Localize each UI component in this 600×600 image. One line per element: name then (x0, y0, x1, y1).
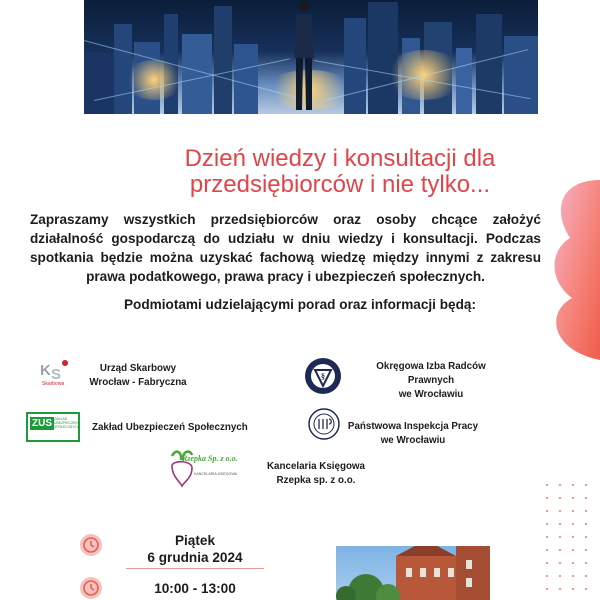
decorative-dot (572, 588, 574, 590)
svg-text:§: § (321, 372, 325, 381)
decorative-dot (572, 497, 574, 499)
decorative-dot (572, 510, 574, 512)
decorative-dot (572, 575, 574, 577)
decorative-dot (585, 575, 587, 577)
building-photo (336, 546, 490, 600)
decorative-dot (585, 588, 587, 590)
organizations-heading: Podmiotami udzielającymi porad oraz informacji będą: (123, 297, 476, 312)
decorative-dot (585, 510, 587, 512)
decorative-dot (559, 523, 561, 525)
event-day: Piątek (174, 533, 216, 548)
decorative-dot (546, 562, 548, 564)
clock-icon (80, 577, 102, 599)
decorative-dot (572, 536, 574, 538)
divider (126, 568, 264, 569)
org-city: we Wrocławiu (398, 389, 464, 400)
decorative-dot (559, 562, 561, 564)
decorative-dot (546, 523, 548, 525)
oirp-logo (304, 357, 342, 395)
zus-logo-text: ZUS (32, 418, 52, 429)
org-urzad-skarbowy (84, 362, 192, 390)
pip-logo (308, 408, 340, 440)
event-title (140, 146, 540, 198)
decorative-dot (546, 510, 548, 512)
businessman-figure (291, 0, 317, 112)
org-pip (346, 420, 480, 448)
decorative-dot (546, 575, 548, 577)
decorative-dot (546, 588, 548, 590)
decorative-dot (585, 523, 587, 525)
decorative-dot (546, 536, 548, 538)
rzepka-logo-text: Rzepka Sp. z o.o. (182, 454, 238, 463)
decorative-dot (559, 497, 561, 499)
decorative-dot (585, 549, 587, 551)
hero-city-image (84, 0, 538, 114)
org-name: Okręgowa Izba Radców Prawnych (376, 361, 486, 386)
org-city: Wrocław - Fabryczna (89, 377, 187, 388)
zus-logo (26, 412, 80, 442)
decorative-dot (559, 536, 561, 538)
rzepka-logo (166, 448, 252, 492)
kas-logo-caption: Skarbowa (42, 381, 65, 387)
decorative-dot (559, 588, 561, 590)
event-date-value: 6 grudnia 2024 (147, 550, 243, 565)
event-date (126, 532, 264, 566)
decorative-dot (572, 523, 574, 525)
zus-logo-caption: ZAKŁAD UBEZPIECZEŃ SPOŁECZNYCH (54, 417, 80, 429)
svg-text:K: K (40, 362, 51, 379)
org-name: Państwowa Inspekcja Pracy (347, 421, 479, 432)
org-zus (92, 421, 252, 435)
decorative-dot (585, 497, 587, 499)
org-name: Zakład Ubezpieczeń Społecznych (92, 422, 248, 433)
decorative-dot (559, 575, 561, 577)
org-city: Rzepka sp. z o.o. (276, 475, 356, 486)
org-oirp (352, 360, 510, 402)
decorative-dot (559, 484, 561, 486)
decorative-dot-grid (546, 484, 594, 600)
decorative-dot (572, 549, 574, 551)
event-title-line2: przedsiębiorców i nie tylko... (189, 171, 491, 198)
org-rzepka (262, 460, 370, 488)
decorative-dot (585, 536, 587, 538)
org-name: Urząd Skarbowy (99, 363, 177, 374)
decorative-dot (546, 549, 548, 551)
org-city: we Wrocławiu (380, 435, 446, 446)
org-name: Kancelaria Księgowa (266, 461, 365, 472)
event-title-line1: Dzień wiedzy i konsultacji dla (184, 145, 496, 172)
decorative-dot (572, 484, 574, 486)
decorative-dot (559, 549, 561, 551)
decorative-dot (572, 562, 574, 564)
decorative-dot (585, 484, 587, 486)
decorative-dot (546, 497, 548, 499)
decorative-dot (546, 484, 548, 486)
decorative-dot (559, 510, 561, 512)
intro-paragraph: Zapraszamy wszystkich przedsiębiorców oraz osoby chcące założyć działalność gospodarczą do udziału w dniu wiedzy i konsultacji. Podczas spotkania będzie można uzyskać fachową wiedzę między innymi z zakresu prawa podatkowego, prawa pracy i ubezpieczeń społecznych. (30, 212, 541, 284)
svg-text:S: S (51, 366, 62, 383)
decorative-dot (585, 562, 587, 564)
clock-icon (80, 534, 102, 556)
rzepka-logo-caption: KANCELARIA KSIĘGOWA (194, 472, 238, 476)
kas-logo (38, 355, 72, 389)
event-time: 10:00 - 13:00 (154, 581, 236, 596)
